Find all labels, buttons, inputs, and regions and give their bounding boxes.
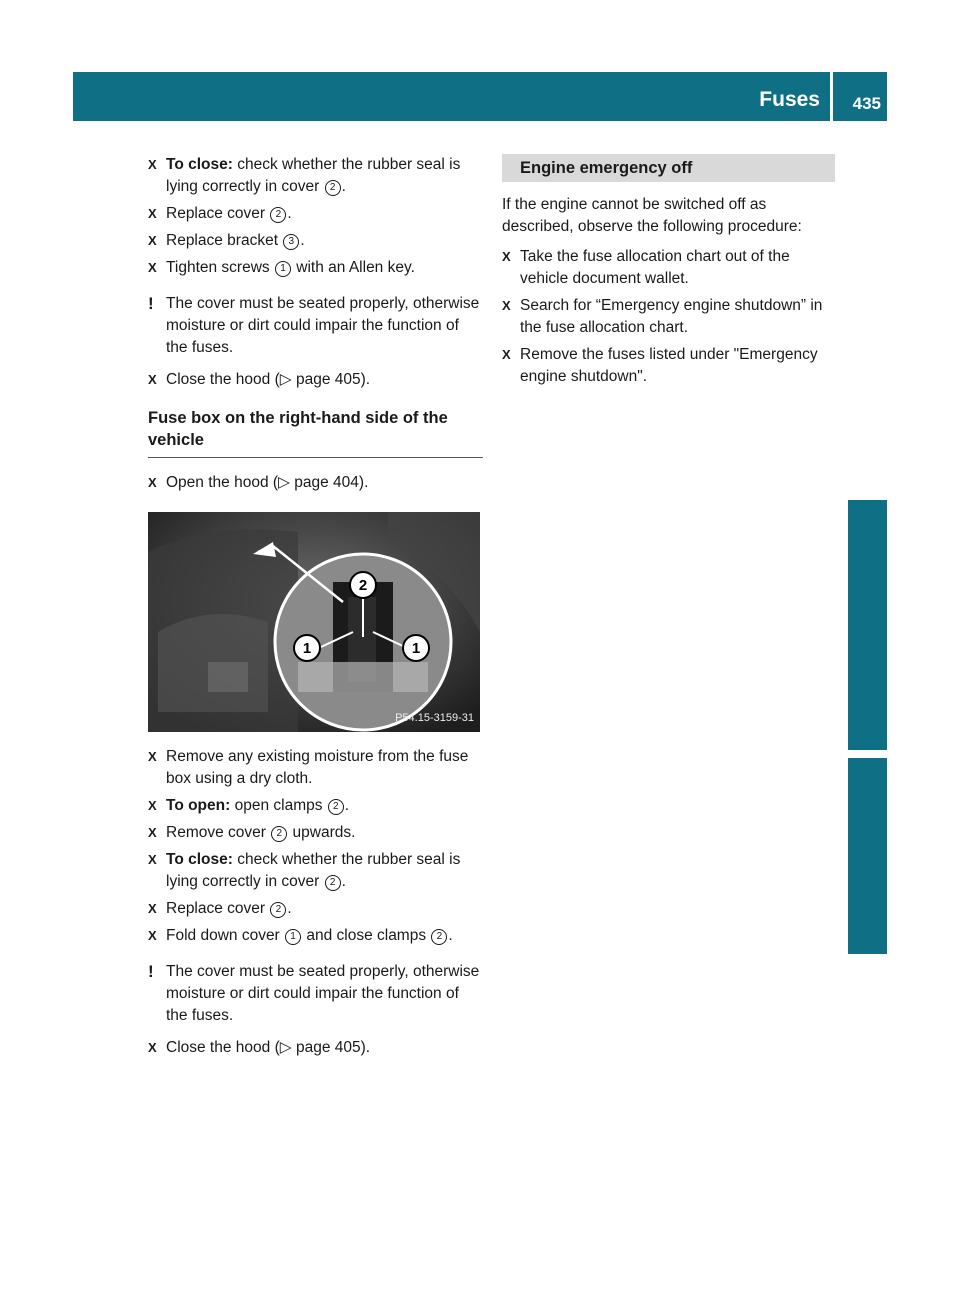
step-text: To close: check whether the rubber seal is lying correctly in cover 2 .: [166, 851, 461, 890]
step-x-icon: X: [148, 901, 157, 916]
note-text: The cover must be seated properly, otherwise moisture or dirt could impair the function of the fuses.: [166, 295, 480, 356]
photo-reference-code: P54.15-3159-31: [395, 712, 474, 724]
callout-ref-2: 2: [271, 826, 287, 842]
step-item: [148, 746, 483, 790]
step-text[interactable]: Open the hood (▷ page 404).: [166, 474, 369, 491]
step-text: Search for “Emergency engine shutdown” in the fuse allocation chart.: [520, 297, 823, 336]
exclamation-icon: !: [148, 962, 154, 981]
right-column: [502, 154, 835, 393]
step-item: [148, 230, 483, 252]
step-x-icon: X: [148, 1040, 157, 1055]
step-item: [502, 246, 835, 290]
note-warning-2: [148, 961, 483, 1027]
side-tab-lower: [848, 758, 887, 954]
step-item: [148, 898, 483, 920]
step-x-icon: X: [148, 475, 157, 490]
callout-1-left: [294, 635, 320, 661]
intro-paragraph: If the engine cannot be switched off as described, observe the following procedure:: [502, 196, 802, 235]
step-text: Remove any existing moisture from the fuse box using a dry cloth.: [166, 748, 469, 787]
step-x-icon: X: [502, 298, 511, 313]
step-item: [148, 822, 483, 844]
steps-top: [148, 154, 483, 279]
header-separator: [830, 72, 833, 121]
step-item: [502, 295, 835, 339]
callout-ref-2: 2: [325, 180, 341, 196]
note-text: The cover must be seated properly, otherwise moisture or dirt could impair the function of the fuses.: [166, 963, 480, 1024]
step-text: To open: open clamps 2 .: [166, 797, 350, 814]
step-label: To close:: [166, 851, 233, 868]
step-x-icon: X: [148, 852, 157, 867]
svg-text:1: 1: [411, 640, 421, 657]
step-text[interactable]: Close the hood (▷ page 405).: [166, 371, 371, 388]
section-heading-right-fuse-box: Fuse box on the right-hand side of the vehicle: [148, 407, 483, 458]
step-text: Take the fuse allocation chart out of the vehicle document wallet.: [520, 248, 790, 287]
step-x-icon: X: [502, 347, 511, 362]
callout-ref-2: 2: [270, 207, 286, 223]
section-heading-engine-emergency-off: Engine emergency off: [502, 154, 835, 182]
steps-bottom: [148, 746, 483, 947]
step-text: Remove cover 2 upwards.: [166, 824, 356, 841]
step-x-icon: X: [148, 928, 157, 943]
step-item: [148, 925, 483, 947]
step-text: Replace bracket 3 .: [166, 232, 305, 249]
callout-ref-2: 2: [270, 902, 286, 918]
callout-2-top: [350, 572, 376, 598]
step-text: Replace cover 2 .: [166, 900, 292, 917]
step-item: [148, 154, 483, 198]
svg-text:1: 1: [302, 640, 312, 657]
step-text: Tighten screws 1 with an Allen key.: [166, 259, 415, 276]
step-x-icon: X: [148, 749, 157, 764]
step-item: [148, 257, 483, 279]
step-open-hood: [148, 472, 483, 494]
engine-bay-photo: [148, 512, 480, 732]
step-item: [148, 795, 483, 817]
step-text: Replace cover 2 .: [166, 205, 292, 222]
step-x-icon: X: [148, 798, 157, 813]
callout-ref-1: 1: [285, 929, 301, 945]
left-column: [148, 154, 483, 1064]
callout-ref-2: 2: [431, 929, 447, 945]
step-x-icon: X: [148, 372, 157, 387]
callout-1-right: [403, 635, 429, 661]
engine-bay-illustration: [148, 512, 480, 732]
step-x-icon: X: [148, 233, 157, 248]
header-bar: [73, 72, 887, 121]
callout-ref-1: 1: [275, 261, 291, 277]
note-warning-1: [148, 293, 483, 359]
step-label: To close:: [166, 156, 233, 173]
step-text: Fold down cover 1 and close clamps 2 .: [166, 927, 453, 944]
callout-ref-2: 2: [328, 799, 344, 815]
callout-ref-3: 3: [283, 234, 299, 250]
step-label: To open:: [166, 797, 231, 814]
exclamation-icon: !: [148, 294, 154, 313]
steps-right: [502, 246, 835, 388]
step-item: [148, 203, 483, 225]
step-text[interactable]: Close the hood (▷ page 405).: [166, 1039, 371, 1056]
step-text: Remove the fuses listed under "Emergency engine shutdown".: [520, 346, 818, 385]
page-section-title: Fuses: [759, 88, 820, 111]
step-x-icon: X: [148, 206, 157, 221]
step-x-icon: X: [148, 825, 157, 840]
step-x-icon: X: [148, 260, 157, 275]
step-close-hood-2: [148, 1037, 483, 1059]
step-x-icon: X: [148, 157, 157, 172]
page-number: 435: [852, 94, 881, 113]
step-x-icon: X: [502, 249, 511, 264]
side-tab-label: Roadside Assistance: [863, 534, 886, 745]
step-item: [148, 849, 483, 893]
callout-ref-2: 2: [325, 875, 341, 891]
step-text: To close: check whether the rubber seal is lying correctly in cover 2 .: [166, 156, 461, 195]
svg-text:2: 2: [358, 577, 368, 594]
step-close-hood-1: [148, 369, 483, 391]
step-item: [502, 344, 835, 388]
